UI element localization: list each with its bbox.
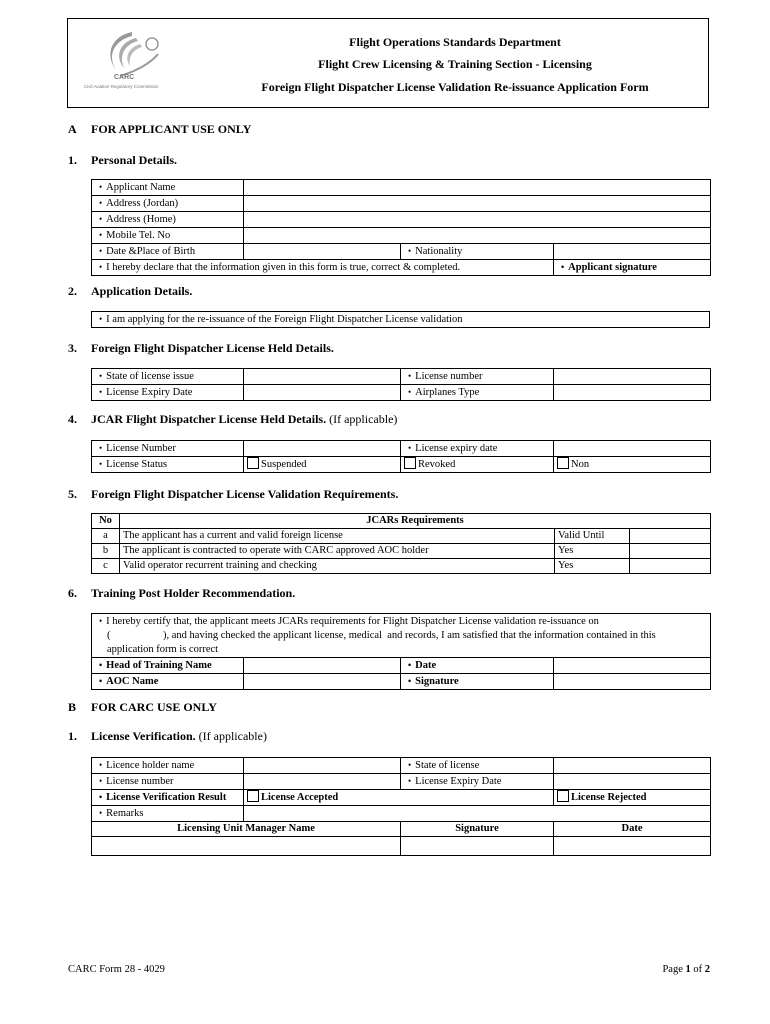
personal-details-table — [91, 179, 711, 276]
aoc-name-label: • AOC Name — [92, 674, 244, 690]
address-home-field[interactable] — [244, 212, 711, 228]
req-status: Yes — [555, 544, 630, 559]
dob-field[interactable] — [244, 244, 401, 260]
number-field[interactable] — [244, 774, 401, 790]
table-row — [92, 674, 711, 690]
table-row — [92, 312, 710, 328]
suspended-checkbox[interactable] — [247, 457, 259, 469]
s4-title — [91, 412, 397, 427]
col-no-header: No — [92, 514, 120, 529]
application-details-table — [91, 311, 710, 328]
cert-line3: application form is correct — [107, 644, 219, 655]
head-training-field[interactable] — [244, 658, 401, 674]
state-issue-field[interactable] — [244, 369, 401, 385]
address-home-label: • Address (Home) — [92, 212, 244, 228]
table-row — [92, 758, 711, 774]
table-row — [92, 441, 711, 457]
expiry-field[interactable] — [244, 385, 401, 401]
s1-title: Personal Details. — [91, 153, 177, 167]
airplanes-label: • Airplanes Type — [401, 385, 554, 401]
s3-title: Foreign Flight Dispatcher License Held Details. — [91, 341, 334, 355]
req-no: c — [92, 559, 120, 574]
address-jordan-field[interactable] — [244, 196, 711, 212]
table-row — [92, 806, 711, 822]
mobile-label: • Mobile Tel. No — [92, 228, 244, 244]
nationality-field[interactable] — [554, 244, 711, 260]
table-row — [92, 544, 711, 559]
b1-title — [91, 729, 267, 744]
table-row — [92, 228, 711, 244]
form-number: CARC Form 28 - 4029 — [68, 964, 165, 975]
address-jordan-label: • Address (Jordan) — [92, 196, 244, 212]
page-of: of — [690, 964, 705, 975]
accepted-checkbox[interactable] — [247, 790, 259, 802]
applicant-signature-label[interactable]: • Applicant signature — [554, 260, 711, 276]
col-req-header: JCARs Requirements — [120, 514, 711, 529]
carc-logo — [84, 24, 184, 96]
number-label: • License number — [92, 774, 244, 790]
non-checkbox[interactable] — [557, 457, 569, 469]
s5-num: 5. — [68, 487, 77, 501]
page-prefix: Page — [662, 964, 686, 975]
table-row — [92, 658, 711, 674]
section-a-letter: A — [68, 122, 77, 136]
suspended-option[interactable] — [244, 457, 401, 473]
table-row — [92, 385, 711, 401]
signature-label: • Signature — [401, 674, 554, 690]
req-no: b — [92, 544, 120, 559]
table-row — [92, 514, 711, 529]
table-row — [92, 559, 711, 574]
jcar-number-label: • License Number — [92, 441, 244, 457]
dob-label: • Date &Place of Birth — [92, 244, 244, 260]
applicant-name-label: • Applicant Name — [92, 180, 244, 196]
s5-title: Foreign Flight Dispatcher License Validation Requirements. — [91, 487, 399, 501]
s3-num: 3. — [68, 341, 77, 355]
expiry-label: • License Expiry Date — [92, 385, 244, 401]
license-number-field[interactable] — [554, 369, 711, 385]
certification-text — [92, 614, 711, 658]
airplanes-field[interactable] — [554, 385, 711, 401]
req-status: Valid Until — [555, 529, 630, 544]
jcar-number-field[interactable] — [244, 441, 401, 457]
date-label: • Date — [401, 658, 554, 674]
date-field[interactable] — [554, 658, 711, 674]
non-label: Non — [571, 459, 590, 470]
rejected-option[interactable] — [554, 790, 711, 806]
jcar-license-table — [91, 440, 711, 473]
b1-date-field[interactable] — [554, 837, 711, 856]
section-b-title: FOR CARC USE ONLY — [91, 700, 217, 714]
accepted-label: License Accepted — [261, 792, 339, 803]
table-row — [92, 180, 711, 196]
s2-num: 2. — [68, 284, 77, 298]
table-row — [92, 457, 711, 473]
license-status-label: • License Status — [92, 457, 244, 473]
cert-line2: ( ), and having checked the applicant license, medical and records, I am satisfied that the information contained in this — [107, 630, 656, 641]
s4-title-suffix: (If applicable) — [326, 412, 398, 426]
req-text: Valid operator recurrent training and checking — [120, 559, 555, 574]
nationality-label: • Nationality — [401, 244, 554, 260]
header-line2: Flight Crew Licensing & Training Section - Licensing — [318, 57, 592, 71]
holder-label: • Licence holder name — [92, 758, 244, 774]
application-text: • I am applying for the re-issuance of the Foreign Flight Dispatcher License validation — [92, 312, 710, 328]
s6-title: Training Post Holder Recommendation. — [91, 586, 296, 600]
rejected-checkbox[interactable] — [557, 790, 569, 802]
logo-text: CARC — [114, 74, 135, 81]
revoked-option[interactable] — [401, 457, 554, 473]
s1-num: 1. — [68, 153, 77, 167]
section-a-title: FOR APPLICANT USE ONLY — [91, 122, 252, 136]
state-field[interactable] — [554, 758, 711, 774]
page-total: 2 — [704, 964, 710, 975]
license-number-label: • License number — [401, 369, 554, 385]
header-line3: Foreign Flight Dispatcher License Validation Re-issuance Application Form — [261, 80, 649, 94]
table-row — [92, 790, 711, 806]
revoked-label: Revoked — [418, 459, 456, 470]
verification-table — [91, 757, 711, 856]
req-text: The applicant is contracted to operate with CARC approved AOC holder — [120, 544, 555, 559]
aoc-name-field[interactable] — [244, 674, 401, 690]
applicant-name-field[interactable] — [244, 180, 711, 196]
table-row — [92, 529, 711, 544]
expiry-date-label: • License Expiry Date — [401, 774, 554, 790]
req-value-field[interactable] — [630, 529, 711, 544]
b1-num: 1. — [68, 729, 77, 743]
table-row — [92, 196, 711, 212]
remarks-label: • Remarks — [92, 806, 244, 822]
jcar-expiry-label: • License expiry date — [401, 441, 554, 457]
foreign-license-table — [91, 368, 711, 401]
b1-title-text: License Verification. — [91, 729, 196, 743]
cert-line1: • I hereby certify that, the applicant meets JCARs requirements for Flight Dispatcher License validation re-issuance on — [95, 614, 707, 629]
page-number — [640, 964, 710, 975]
result-label: • License Verification Result — [92, 790, 244, 806]
table-row — [92, 614, 711, 658]
header-line1: Flight Operations Standards Department — [349, 35, 561, 49]
b1-date-label: Date — [554, 822, 711, 837]
req-text: The applicant has a current and valid foreign license — [120, 529, 555, 544]
b1-signature-field[interactable] — [401, 837, 554, 856]
req-status: Yes — [555, 559, 630, 574]
req-no: a — [92, 529, 120, 544]
s6-num: 6. — [68, 586, 77, 600]
table-row — [92, 369, 711, 385]
table-row — [92, 212, 711, 228]
jcar-expiry-field[interactable] — [554, 441, 711, 457]
req-value-field[interactable] — [630, 559, 711, 574]
table-row — [92, 244, 711, 260]
state-issue-label: • State of license issue — [92, 369, 244, 385]
page-current: 1 — [685, 964, 691, 975]
requirements-table — [91, 513, 711, 574]
non-option[interactable] — [554, 457, 711, 473]
s2-title: Application Details. — [91, 284, 193, 298]
recommendation-table — [91, 613, 711, 690]
declaration-text: • I hereby declare that the information given in this form is true, correct & completed. — [92, 260, 554, 276]
section-b-letter: B — [68, 700, 77, 714]
table-row — [92, 822, 711, 837]
table-row — [92, 260, 711, 276]
holder-field[interactable] — [244, 758, 401, 774]
expiry-date-field[interactable] — [554, 774, 711, 790]
accepted-option[interactable] — [244, 790, 554, 806]
manager-label: Licensing Unit Manager Name — [92, 822, 401, 837]
revoked-checkbox[interactable] — [404, 457, 416, 469]
table-row — [92, 774, 711, 790]
manager-field[interactable] — [92, 837, 401, 856]
req-value-field[interactable] — [630, 544, 711, 559]
b1-title-suffix: (If applicable) — [195, 729, 267, 743]
s4-num: 4. — [68, 412, 77, 426]
head-training-label: • Head of Training Name — [92, 658, 244, 674]
s4-title-text: JCAR Flight Dispatcher License Held Details. — [91, 412, 327, 426]
suspended-label: Suspended — [261, 459, 307, 470]
table-row — [92, 837, 711, 856]
rejected-label: License Rejected — [571, 792, 647, 803]
logo-sub: Civil Aviation Regulatory Commission — [84, 84, 159, 89]
mobile-field[interactable] — [244, 228, 711, 244]
signature-field[interactable] — [554, 674, 711, 690]
state-label: • State of license — [401, 758, 554, 774]
b1-signature-label: Signature — [401, 822, 554, 837]
remarks-field[interactable] — [244, 806, 711, 822]
